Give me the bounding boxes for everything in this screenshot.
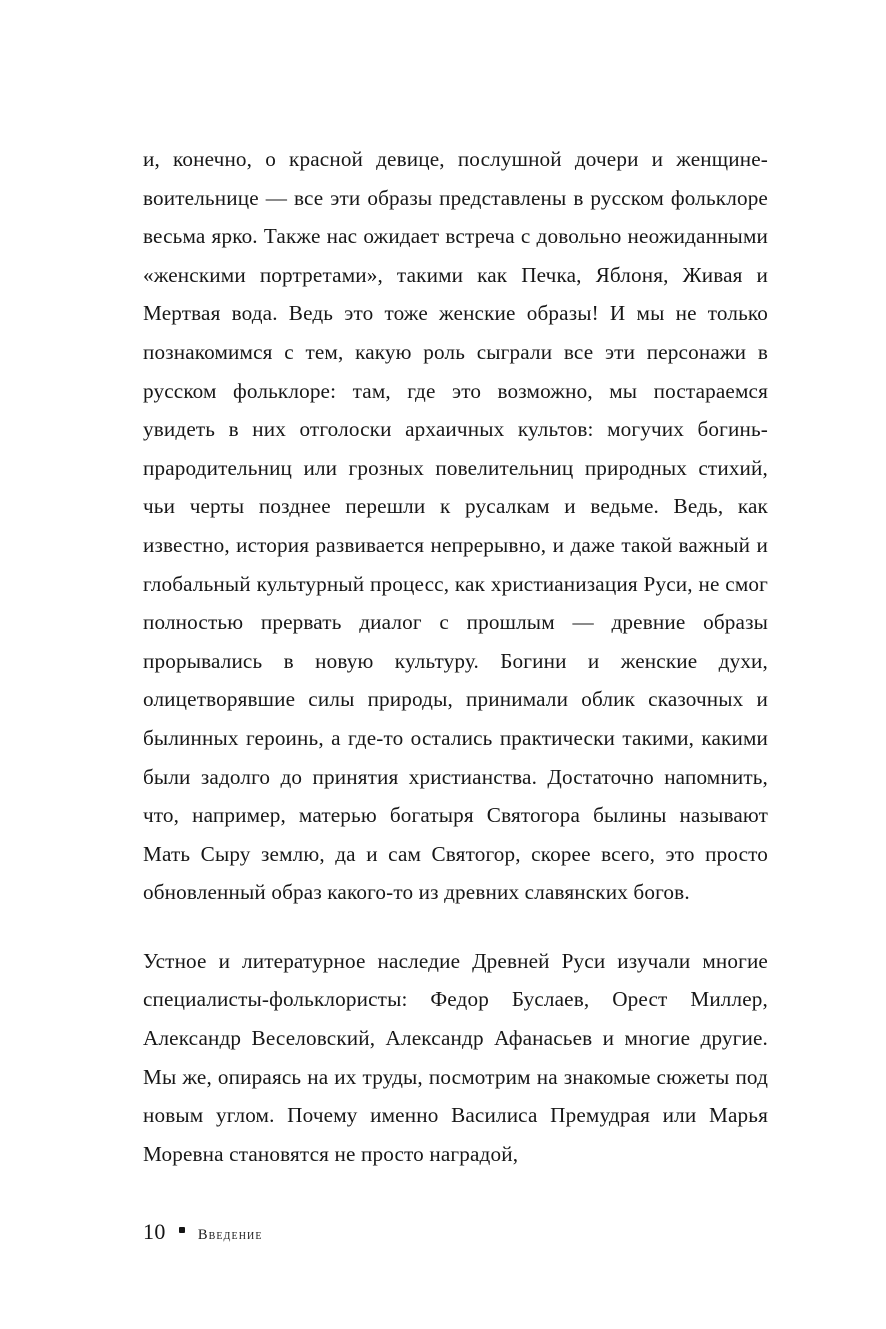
page-footer bbox=[143, 1219, 263, 1245]
running-head: Введение bbox=[197, 1227, 263, 1243]
page-body bbox=[143, 140, 768, 1173]
paragraph-1: и, конечно, о красной девице, послушной дочери и женщине-воительнице — все эти образы представлены в русском фольклоре весьма ярко. Также нас ожидает встреча с довольно неожиданными «женскими портретами», такими как Печка, Яблоня, Живая и Мертвая вода. Ведь это тоже женские образы! И мы не только познакомимся с тем, какую роль сыграли все эти персонажи в русском фольклоре: там, где это возможно, мы постараемся увидеть в них отголоски архаичных культов: могучих богинь-прародительниц или грозных повелительниц природных стихий, чьи черты позднее перешли к русалкам и ведьме. Ведь, как известно, история развивается непрерывно, и даже такой важный и глобальный культурный процесс, как христианизация Руси, не смог полностью прервать диалог с прошлым — древние образы прорывались в новую культуру. Богини и женские духи, олицетворявшие силы природы, принимали облик сказочных и былинных героинь, а где-то остались практически такими, какими были задолго до принятия христианства. Достаточно напомнить, что, например, матерью богатыря Святогора былины называют Мать Сыру землю, да и сам Святогор, скорее всего, это просто обновленный образ какого-то из древних славянских богов. bbox=[143, 147, 768, 905]
page-number: 10 bbox=[143, 1219, 166, 1244]
bullet-separator-icon bbox=[179, 1227, 185, 1233]
paragraph-2: Устное и литературное наследие Древней Руси изучали многие специалисты-фольклористы: Федор Буслаев, Орест Миллер, Александр Веселовский, Александр Афанасьев и многие другие. Мы же, опираясь на их труды, посмотрим на знакомые сюжеты под новым углом. Почему именно Василиса Премудрая или Марья Моревна становятся не просто наградой, bbox=[143, 948, 768, 1166]
